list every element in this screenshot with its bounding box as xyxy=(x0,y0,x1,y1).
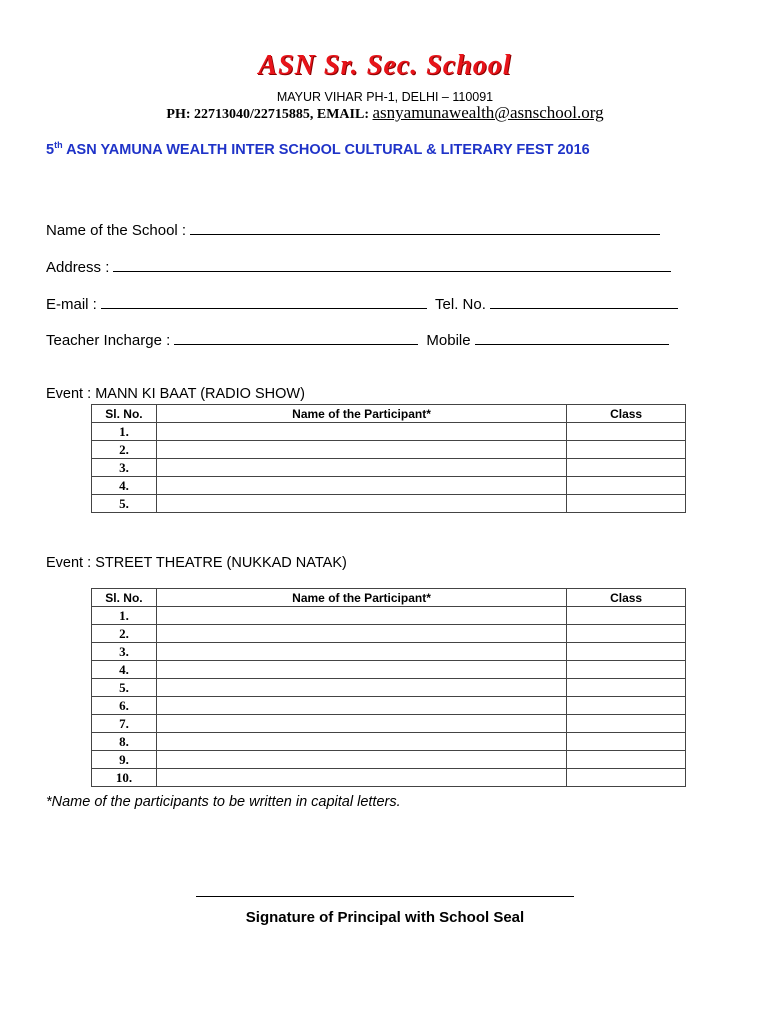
event-label: Event xyxy=(46,386,84,402)
school-name-label: Name of the School : xyxy=(46,222,187,239)
col-sl-no: Sl. No. xyxy=(92,405,157,423)
participant-name-cell[interactable] xyxy=(156,607,566,625)
class-cell[interactable] xyxy=(567,459,686,477)
participant-name-cell[interactable] xyxy=(156,751,566,769)
table-row xyxy=(92,625,686,643)
table-row xyxy=(92,769,686,787)
participant-name-cell[interactable] xyxy=(156,679,566,697)
col-sl-no: Sl. No. xyxy=(92,589,157,607)
class-cell[interactable] xyxy=(567,423,686,441)
class-cell[interactable] xyxy=(567,661,686,679)
participant-name-cell[interactable] xyxy=(156,477,566,495)
signature-label: Signature of Principal with School Seal xyxy=(245,909,525,926)
teacher-field[interactable] xyxy=(46,330,669,349)
email-label: E-mail : xyxy=(46,296,97,313)
school-name-field[interactable] xyxy=(46,220,660,239)
address-line[interactable] xyxy=(113,257,671,272)
event-name: MANN KI BAAT (RADIO SHOW) xyxy=(95,386,305,402)
table-row xyxy=(92,733,686,751)
class-cell[interactable] xyxy=(567,441,686,459)
class-cell[interactable] xyxy=(567,679,686,697)
class-cell[interactable] xyxy=(567,769,686,787)
class-cell[interactable] xyxy=(567,751,686,769)
capital-letters-note: *Name of the participants to be written in capital letters. xyxy=(46,794,401,810)
email-line[interactable] xyxy=(101,294,427,309)
teacher-line[interactable] xyxy=(174,330,418,345)
class-cell[interactable] xyxy=(567,607,686,625)
sl-no-cell: 9. xyxy=(92,751,157,769)
table-row xyxy=(92,697,686,715)
email-field[interactable] xyxy=(46,294,678,313)
sl-no-cell: 10. xyxy=(92,769,157,787)
fest-ordinal-suffix: th xyxy=(54,140,63,150)
class-cell[interactable] xyxy=(567,625,686,643)
sl-no-cell: 4. xyxy=(92,477,157,495)
participant-name-cell[interactable] xyxy=(156,733,566,751)
participant-name-cell[interactable] xyxy=(156,625,566,643)
mobile-line[interactable] xyxy=(475,330,669,345)
event-name: STREET THEATRE (NUKKAD NATAK) xyxy=(95,555,347,571)
sl-no-cell: 2. xyxy=(92,625,157,643)
table-row xyxy=(92,715,686,733)
fest-title-text: ASN YAMUNA WEALTH INTER SCHOOL CULTURAL & LITERARY FEST 2016 xyxy=(62,141,590,158)
school-name-line[interactable] xyxy=(190,220,660,235)
participant-name-cell[interactable] xyxy=(156,769,566,787)
sl-no-cell: 8. xyxy=(92,733,157,751)
class-cell[interactable] xyxy=(567,477,686,495)
table-row xyxy=(92,477,686,495)
participant-name-cell[interactable] xyxy=(156,715,566,733)
school-contact xyxy=(0,103,770,123)
participant-name-cell[interactable] xyxy=(156,441,566,459)
mobile-label: Mobile xyxy=(426,332,471,349)
participant-name-cell[interactable] xyxy=(156,423,566,441)
table-header-row xyxy=(92,589,686,607)
participant-name-cell[interactable] xyxy=(156,643,566,661)
table-row xyxy=(92,679,686,697)
address-label: Address : xyxy=(46,259,110,276)
event-2-heading: Event : STREET THEATRE (NUKKAD NATAK) xyxy=(46,555,347,571)
table-row xyxy=(92,661,686,679)
event-1-heading: Event : MANN KI BAAT (RADIO SHOW) xyxy=(46,386,305,402)
sl-no-cell: 4. xyxy=(92,661,157,679)
table-row xyxy=(92,643,686,661)
address-field[interactable] xyxy=(46,257,671,276)
event-1-table xyxy=(91,404,686,513)
class-cell[interactable] xyxy=(567,697,686,715)
col-participant: Name of the Participant* xyxy=(156,405,566,423)
sl-no-cell: 3. xyxy=(92,643,157,661)
col-class: Class xyxy=(567,589,686,607)
col-class: Class xyxy=(567,405,686,423)
school-name: ASN Sr. Sec. School xyxy=(258,50,512,81)
table-row xyxy=(92,495,686,513)
tel-line[interactable] xyxy=(490,294,678,309)
class-cell[interactable] xyxy=(567,715,686,733)
participant-name-cell[interactable] xyxy=(156,697,566,715)
class-cell[interactable] xyxy=(567,733,686,751)
sl-no-cell: 7. xyxy=(92,715,157,733)
phone-text: PH: 22713040/22715885, EMAIL: xyxy=(166,107,373,122)
school-address: MAYUR VIHAR PH-1, DELHI – 110091 xyxy=(276,90,494,104)
participant-name-cell[interactable] xyxy=(156,459,566,477)
class-cell[interactable] xyxy=(567,495,686,513)
signature-line[interactable] xyxy=(196,896,574,897)
sl-no-cell: 6. xyxy=(92,697,157,715)
participant-name-cell[interactable] xyxy=(156,495,566,513)
event-label: Event xyxy=(46,555,84,571)
col-participant: Name of the Participant* xyxy=(156,589,566,607)
table-row xyxy=(92,607,686,625)
table-row xyxy=(92,751,686,769)
fest-title xyxy=(46,140,590,158)
tel-label: Tel. No. xyxy=(435,296,486,313)
sl-no-cell: 1. xyxy=(92,607,157,625)
event-2-table xyxy=(91,588,686,787)
email-link[interactable]: asnyamunawealth@asnschool.org xyxy=(372,103,604,122)
participant-name-cell[interactable] xyxy=(156,661,566,679)
table-header-row xyxy=(92,405,686,423)
table-row xyxy=(92,423,686,441)
teacher-label: Teacher Incharge : xyxy=(46,332,171,349)
class-cell[interactable] xyxy=(567,643,686,661)
fest-ordinal: 5 xyxy=(46,141,55,158)
sl-no-cell: 1. xyxy=(92,423,157,441)
sl-no-cell: 2. xyxy=(92,441,157,459)
sl-no-cell: 5. xyxy=(92,679,157,697)
table-row xyxy=(92,441,686,459)
sl-no-cell: 3. xyxy=(92,459,157,477)
table-row xyxy=(92,459,686,477)
sl-no-cell: 5. xyxy=(92,495,157,513)
